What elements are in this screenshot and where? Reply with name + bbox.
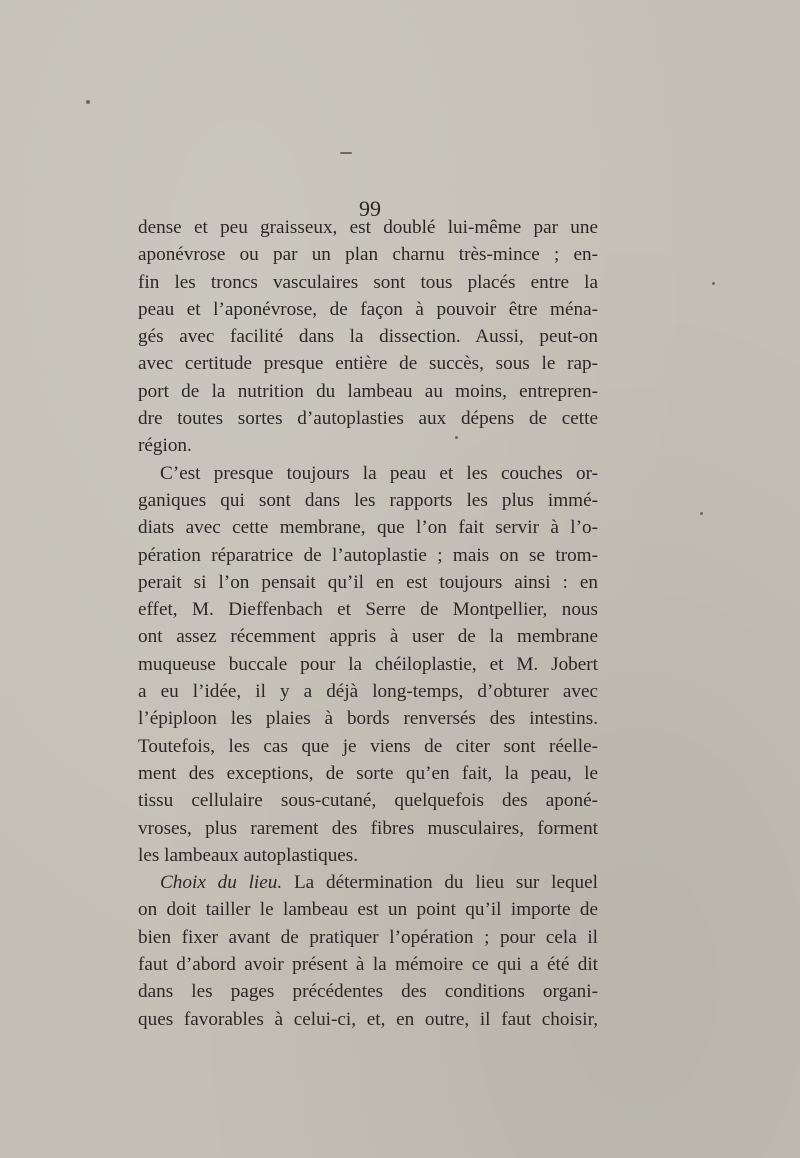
text-line: effet, M. Dieffenbach et Serre de Montpellier, nous bbox=[138, 599, 598, 621]
text-line: port de la nutrition du lambeau au moins, entrepren- bbox=[138, 380, 598, 402]
text-line: aponévrose ou par un plan charnu très-mince ; en- bbox=[138, 244, 598, 266]
text-line: gés avec facilité dans la dissection. Aussi, peut-on bbox=[138, 326, 598, 348]
text-line: muqueuse buccale pour la chéiloplastie, et M. Jobert bbox=[138, 653, 598, 675]
text-line: ques favorables à celui-ci, et, en outre, il faut choisir, bbox=[138, 1008, 598, 1030]
text-line: ganiques qui sont dans les rapports les plus immé- bbox=[138, 489, 598, 511]
text-line: peau et l’aponévrose, de façon à pouvoir être ména- bbox=[138, 298, 598, 320]
text-line: diats avec cette membrane, que l’on fait servir à l’o- bbox=[138, 517, 598, 539]
text-line: on doit tailler le lambeau est un point qu’il importe de bbox=[138, 899, 598, 921]
text-line: a eu l’idée, il y a déjà long-temps, d’obturer avec bbox=[138, 681, 598, 703]
paper-speck bbox=[86, 100, 90, 104]
text-line: dre toutes sortes d’autoplasties aux dépens de cette bbox=[138, 408, 598, 430]
body-text bbox=[138, 214, 598, 1033]
text-line: bien fixer avant de pratiquer l’opération ; pour cela il bbox=[138, 926, 598, 948]
text-line: faut d’abord avoir présent à la mémoire ce qui a été dit bbox=[138, 954, 598, 976]
page-number: 99 bbox=[359, 196, 381, 221]
section-heading: Choix du lieu. bbox=[160, 872, 283, 894]
text-line: Choix du lieu. La détermination du lieu sur lequel bbox=[160, 872, 598, 894]
text-line: région. bbox=[138, 435, 192, 457]
text-line: ment des exceptions, de sorte qu’en fait, la peau, le bbox=[138, 762, 598, 784]
text-line: dans les pages précédentes des conditions organi- bbox=[138, 981, 598, 1003]
text-line: C’est presque toujours la peau et les couches or- bbox=[160, 462, 598, 484]
text-line: avec certitude presque entière de succès, sous le rap- bbox=[138, 353, 598, 375]
text-line: vroses, plus rarement des fibres musculaires, forment bbox=[138, 817, 598, 839]
text-line: fin les troncs vasculaires sont tous placés entre la bbox=[138, 271, 598, 293]
text-line: Toutefois, les cas que je viens de citer sont réelle- bbox=[138, 735, 598, 757]
text-line: ont assez récemment appris à user de la membrane bbox=[138, 626, 598, 648]
paper-speck bbox=[700, 512, 703, 515]
text-line: tissu cellulaire sous-cutané, quelquefois des aponé- bbox=[138, 790, 598, 812]
paper-speck bbox=[712, 282, 715, 285]
text-line: dense et peu graisseux, est doublé lui-même par une bbox=[138, 217, 598, 238]
text-line: perait si l’on pensait qu’il en est toujours ainsi : en bbox=[138, 571, 598, 593]
paper-speck bbox=[340, 152, 352, 154]
text-line: pération réparatrice de l’autoplastie ; mais on se trom- bbox=[138, 544, 598, 566]
text-line: l’épiploon les plaies à bords renversés des intestins. bbox=[138, 708, 598, 730]
text-line: les lambeaux autoplastiques. bbox=[138, 844, 359, 866]
